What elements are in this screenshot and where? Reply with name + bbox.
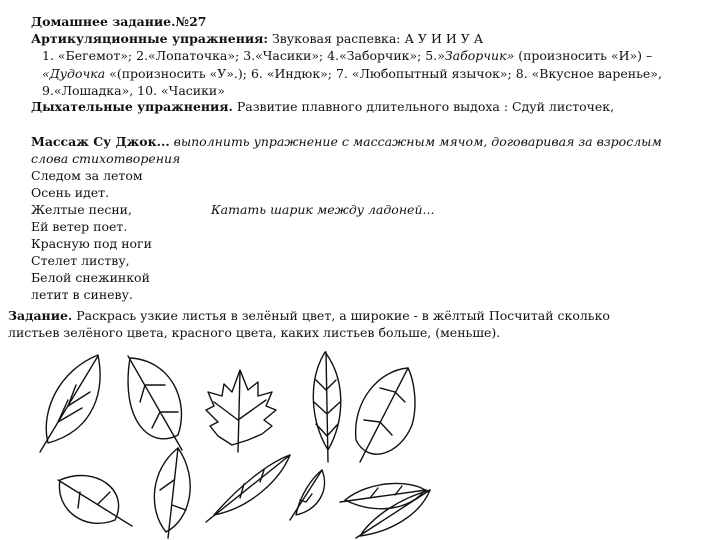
narrow-leaf-icon: [206, 455, 290, 522]
wide-leaf-icon: [40, 355, 100, 452]
exercise-line-2: [42, 66, 662, 82]
exercise-text-2: «(произносить «У».); 6. «Индюк»; 7. «Любопытный язычок»; 8. «Вкусное варенье»,: [105, 66, 662, 81]
page-title: Домашнее задание.№27: [31, 14, 207, 29]
exercise-text-1-italic: Заборчик»: [444, 48, 515, 63]
articulation-text: Звуковая распевка: А У И И У А: [267, 31, 484, 46]
massage-instruction: выполнить упражнение с массажным мячом, договаривая за взрослым: [169, 134, 662, 149]
task-label: Задание.: [8, 308, 73, 323]
massage-instruction-2: слова стихотворения: [31, 151, 181, 166]
exercise-text-2-italic: «Дудочка: [42, 66, 106, 81]
poem-line: Красную под ноги: [31, 236, 152, 251]
wide-leaf-icon: [128, 356, 182, 450]
poem-line: Желтые песни,: [31, 202, 132, 217]
massage-line: [31, 134, 662, 150]
maple-leaf-icon: [206, 370, 276, 452]
articulation-line: [31, 31, 483, 47]
task-text-2: листьев зелёного цвета, красного цвета, каких листьев больше, (меньше).: [8, 325, 501, 340]
exercise-line-3: 9.«Лошадка», 10. «Часики»: [42, 83, 225, 98]
massage-label: Массаж Су Джок...: [31, 134, 170, 149]
task-text-1: Раскрась узкие листья в зелёный цвет, а широкие - в жёлтый Посчитай сколько: [72, 308, 610, 323]
wide-leaf-icon: [154, 448, 190, 538]
massage-action: Катать шарик между ладоней...: [211, 202, 435, 217]
exercise-line-1: [42, 48, 652, 64]
breathing-text: Развитие плавного длительного выдоха : Сдуй листочек,: [232, 99, 615, 114]
task-line-1: [8, 308, 610, 324]
poem-line: Белой снежинкой: [31, 270, 150, 285]
leaves-illustration: [0, 340, 720, 540]
exercise-text-1-end: (произносить «И») –: [514, 48, 653, 63]
exercise-text-1: 1. «Бегемот»; 2.«Лопаточка»; 3.«Часики»; 4.«Заборчик»; 5.»: [42, 48, 445, 63]
wide-leaf-icon: [356, 368, 415, 462]
articulation-label: Артикуляционные упражнения:: [31, 31, 268, 46]
breathing-line: [31, 99, 614, 115]
breathing-label: Дыхательные упражнения.: [31, 99, 233, 114]
poem-line: летит в синеву.: [31, 287, 133, 302]
poem-line: Стелет листву,: [31, 253, 130, 268]
poem-line: Ей ветер поет.: [31, 219, 128, 234]
narrow-leaf-icon: [356, 490, 430, 538]
wide-leaf-icon: [58, 476, 132, 526]
poem-line: Осень идет.: [31, 185, 110, 200]
narrow-leaf-icon: [290, 470, 324, 520]
narrow-leaf-icon: [313, 352, 340, 462]
poem-line: Следом за летом: [31, 168, 143, 183]
